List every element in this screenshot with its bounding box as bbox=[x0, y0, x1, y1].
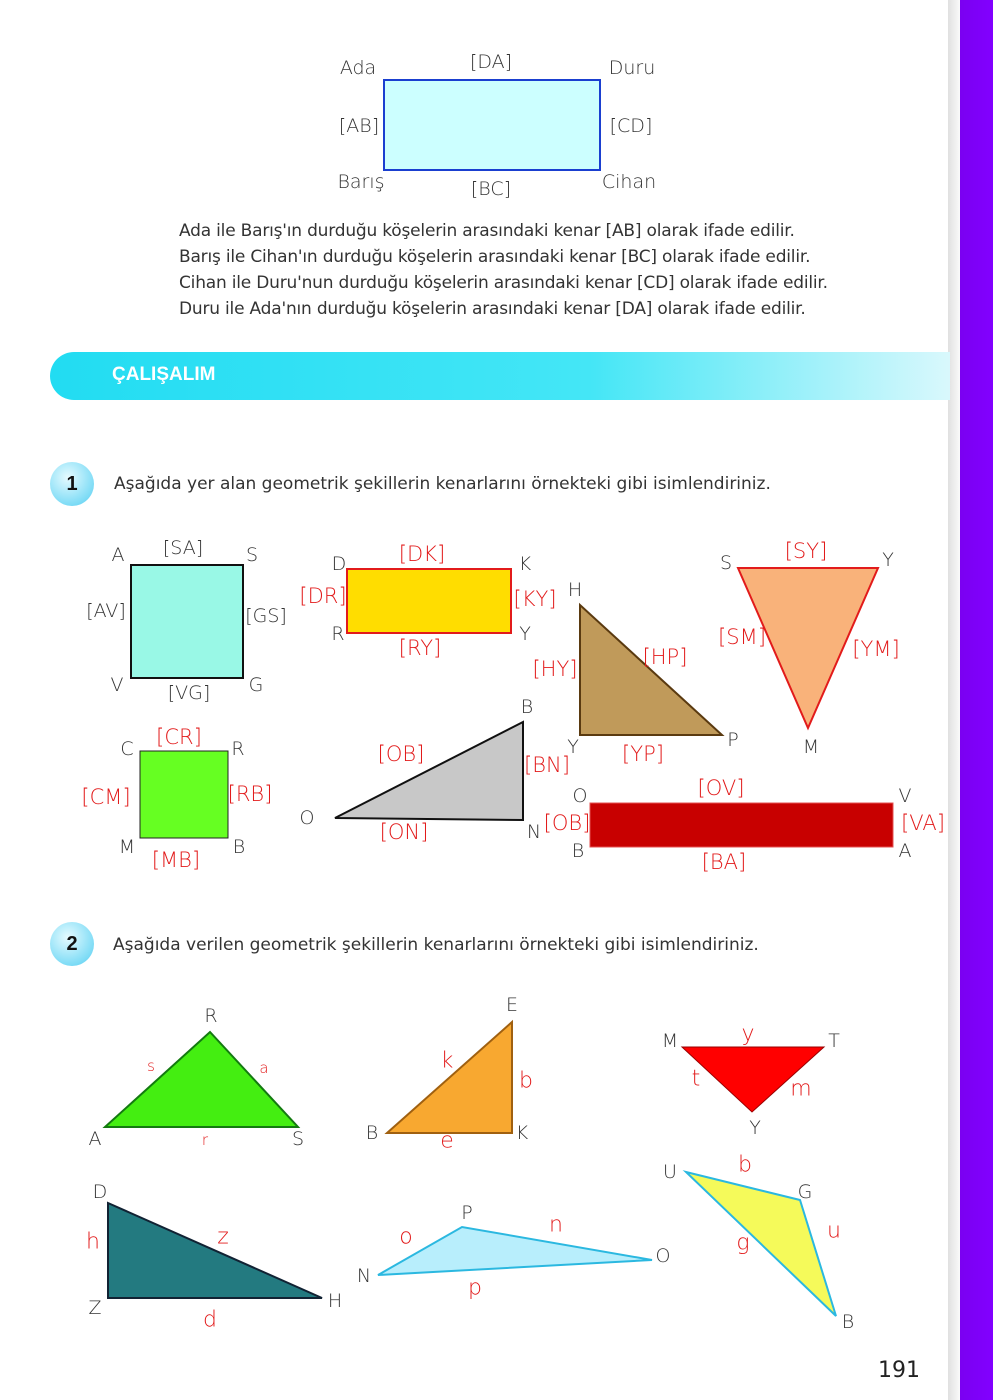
edge-answer: [YP] bbox=[622, 742, 664, 766]
section-title: ÇALIŞALIM bbox=[112, 364, 216, 385]
edge-name: a bbox=[259, 1059, 269, 1077]
edge-answer: [OB] bbox=[543, 811, 591, 835]
question-text: Aşağıda verilen geometrik şekillerin kenarlarını örnekteki gibi isimlendiriniz. bbox=[113, 935, 759, 955]
edge-name: n bbox=[549, 1212, 563, 1238]
vertex-label: O bbox=[655, 1245, 671, 1267]
vertex-label: T bbox=[828, 1030, 840, 1052]
vertex-label: M bbox=[802, 736, 820, 758]
vertex-label: N bbox=[356, 1265, 372, 1287]
vertex-label: G bbox=[248, 674, 264, 696]
vertex-label: A bbox=[898, 840, 912, 862]
vertex-label: A bbox=[88, 1128, 102, 1150]
edge-name: g bbox=[736, 1230, 750, 1256]
edge-name: o bbox=[399, 1224, 413, 1250]
edge-answer: [BN] bbox=[524, 753, 570, 777]
vertex-label: B bbox=[232, 836, 246, 858]
vertex-label: R bbox=[331, 623, 345, 645]
vertex-label: C bbox=[120, 738, 134, 760]
vertex-label: M bbox=[661, 1030, 679, 1052]
vertex-label: N bbox=[526, 821, 542, 843]
question-number: 2 bbox=[50, 922, 94, 966]
square-crbm bbox=[140, 751, 228, 838]
vertex-label: R bbox=[231, 738, 245, 760]
edge-answer: [VA] bbox=[901, 811, 945, 835]
vertex-label: Z bbox=[88, 1297, 102, 1319]
edge-answer: [KY] bbox=[513, 587, 557, 611]
edge-name: k bbox=[440, 1048, 454, 1074]
triangle-bek bbox=[387, 1022, 512, 1133]
vertex-label: Y bbox=[882, 549, 894, 571]
edge-label: [GS] bbox=[245, 605, 287, 627]
edge-answer: [SM] bbox=[718, 625, 766, 649]
vertex-label: B bbox=[520, 696, 534, 718]
edge-answer: [OV] bbox=[697, 776, 745, 800]
vertex-label: H bbox=[327, 1290, 343, 1312]
vertex-label: Y bbox=[749, 1117, 761, 1139]
sentence: Duru ile Ada'nın durduğu köşelerin arasındaki kenar [DA] olarak ifade edilir. bbox=[179, 299, 806, 319]
edge-answer: [DR] bbox=[299, 584, 347, 608]
triangle-npo bbox=[378, 1224, 652, 1275]
edge-name: m bbox=[790, 1076, 812, 1102]
vertex-label: A bbox=[111, 544, 125, 566]
triangle-ars bbox=[105, 1032, 298, 1127]
edge-answer: [DK] bbox=[398, 542, 446, 566]
sentence: Cihan ile Duru'nun durduğu köşelerin arasındaki kenar [CD] olarak ifade edilir. bbox=[179, 273, 828, 293]
edge-answer: [YM] bbox=[852, 637, 900, 661]
rectangle-ovab bbox=[590, 803, 893, 847]
vertex-label: M bbox=[118, 836, 136, 858]
edge-label: [AV] bbox=[86, 600, 126, 622]
edge-answer: [HY] bbox=[532, 657, 578, 681]
edge-answer: [HP] bbox=[642, 645, 688, 669]
vertex-label: H bbox=[567, 579, 583, 601]
vertex-label: S bbox=[291, 1128, 305, 1150]
vertex-label: Y bbox=[567, 736, 579, 758]
edge-answer: [MB] bbox=[151, 848, 201, 872]
edge-name: b bbox=[738, 1152, 752, 1178]
vertex-label: B bbox=[571, 840, 585, 862]
edge-label: [CD] bbox=[609, 115, 653, 137]
edge-label: [BC] bbox=[470, 178, 512, 200]
edge-label: [VG] bbox=[167, 682, 211, 704]
triangle-ugb bbox=[686, 1172, 836, 1316]
edge-name: t bbox=[691, 1066, 701, 1092]
edge-answer: [SY] bbox=[784, 539, 828, 563]
edge-name: b bbox=[519, 1068, 533, 1094]
vertex-label: E bbox=[505, 994, 519, 1016]
edge-name: h bbox=[86, 1229, 100, 1255]
vertex-label: K bbox=[515, 1122, 529, 1144]
edge-name: d bbox=[203, 1307, 217, 1333]
edge-name: r bbox=[201, 1131, 209, 1149]
vertex-label: B bbox=[841, 1311, 855, 1333]
edge-name: z bbox=[217, 1224, 229, 1250]
question-text: Aşağıda yer alan geometrik şekillerin kenarlarını örnekteki gibi isimlendiriniz. bbox=[114, 474, 771, 494]
edge-label: [SA] bbox=[162, 537, 204, 559]
question-number: 1 bbox=[50, 462, 94, 506]
edge-label: [DA] bbox=[469, 51, 513, 73]
edge-answer: [RY] bbox=[398, 636, 442, 660]
vertex-label: O bbox=[299, 807, 315, 829]
edge-answer: [BA] bbox=[701, 850, 747, 874]
edge-answer: [OB] bbox=[377, 742, 425, 766]
sentence: Barış ile Cihan'ın durduğu köşelerin arasındaki kenar [BC] olarak ifade edilir. bbox=[179, 247, 811, 267]
sentence: Ada ile Barış'ın durduğu köşelerin arasındaki kenar [AB] olarak ifade edilir. bbox=[179, 221, 795, 241]
corner-label: Cihan bbox=[601, 171, 657, 193]
vertex-label: D bbox=[331, 553, 347, 575]
edge-answer: [RB] bbox=[227, 782, 273, 806]
edge-label: [AB] bbox=[338, 115, 380, 137]
page-number: 191 bbox=[878, 1358, 920, 1383]
vertex-label: B bbox=[365, 1122, 379, 1144]
edge-name: y bbox=[741, 1021, 755, 1047]
corner-label: Duru bbox=[608, 57, 656, 79]
triangle-obn bbox=[335, 722, 523, 820]
corner-label: Ada bbox=[339, 57, 377, 79]
vertex-label: S bbox=[719, 552, 733, 574]
edge-name: u bbox=[827, 1218, 841, 1244]
vertex-label: V bbox=[110, 674, 124, 696]
vertex-label: P bbox=[461, 1202, 473, 1224]
edge-answer: [ON] bbox=[379, 820, 429, 844]
rectangle-dkyr bbox=[347, 569, 511, 633]
edge-name: s bbox=[147, 1057, 155, 1075]
vertex-label: Y bbox=[519, 623, 531, 645]
triangle-hyp bbox=[580, 605, 722, 735]
corner-label: Barış bbox=[337, 171, 385, 193]
triangle-dzh bbox=[108, 1203, 322, 1298]
example-rectangle bbox=[384, 80, 600, 170]
vertex-label: G bbox=[797, 1181, 813, 1203]
edge-name: p bbox=[468, 1275, 482, 1301]
vertex-label: K bbox=[518, 553, 532, 575]
vertex-label: V bbox=[898, 785, 912, 807]
vertex-label: S bbox=[245, 544, 259, 566]
vertex-label: R bbox=[204, 1005, 218, 1027]
vertex-label: P bbox=[727, 729, 739, 751]
example-explanation bbox=[179, 218, 828, 322]
vertex-label: D bbox=[92, 1181, 108, 1203]
vertex-label: U bbox=[663, 1161, 677, 1183]
edge-answer: [CM] bbox=[81, 785, 131, 809]
edge-name: e bbox=[440, 1128, 454, 1154]
edge-answer: [CR] bbox=[156, 725, 202, 749]
vertex-label: O bbox=[572, 785, 588, 807]
square-asgv bbox=[131, 565, 243, 678]
section-banner bbox=[50, 352, 950, 400]
